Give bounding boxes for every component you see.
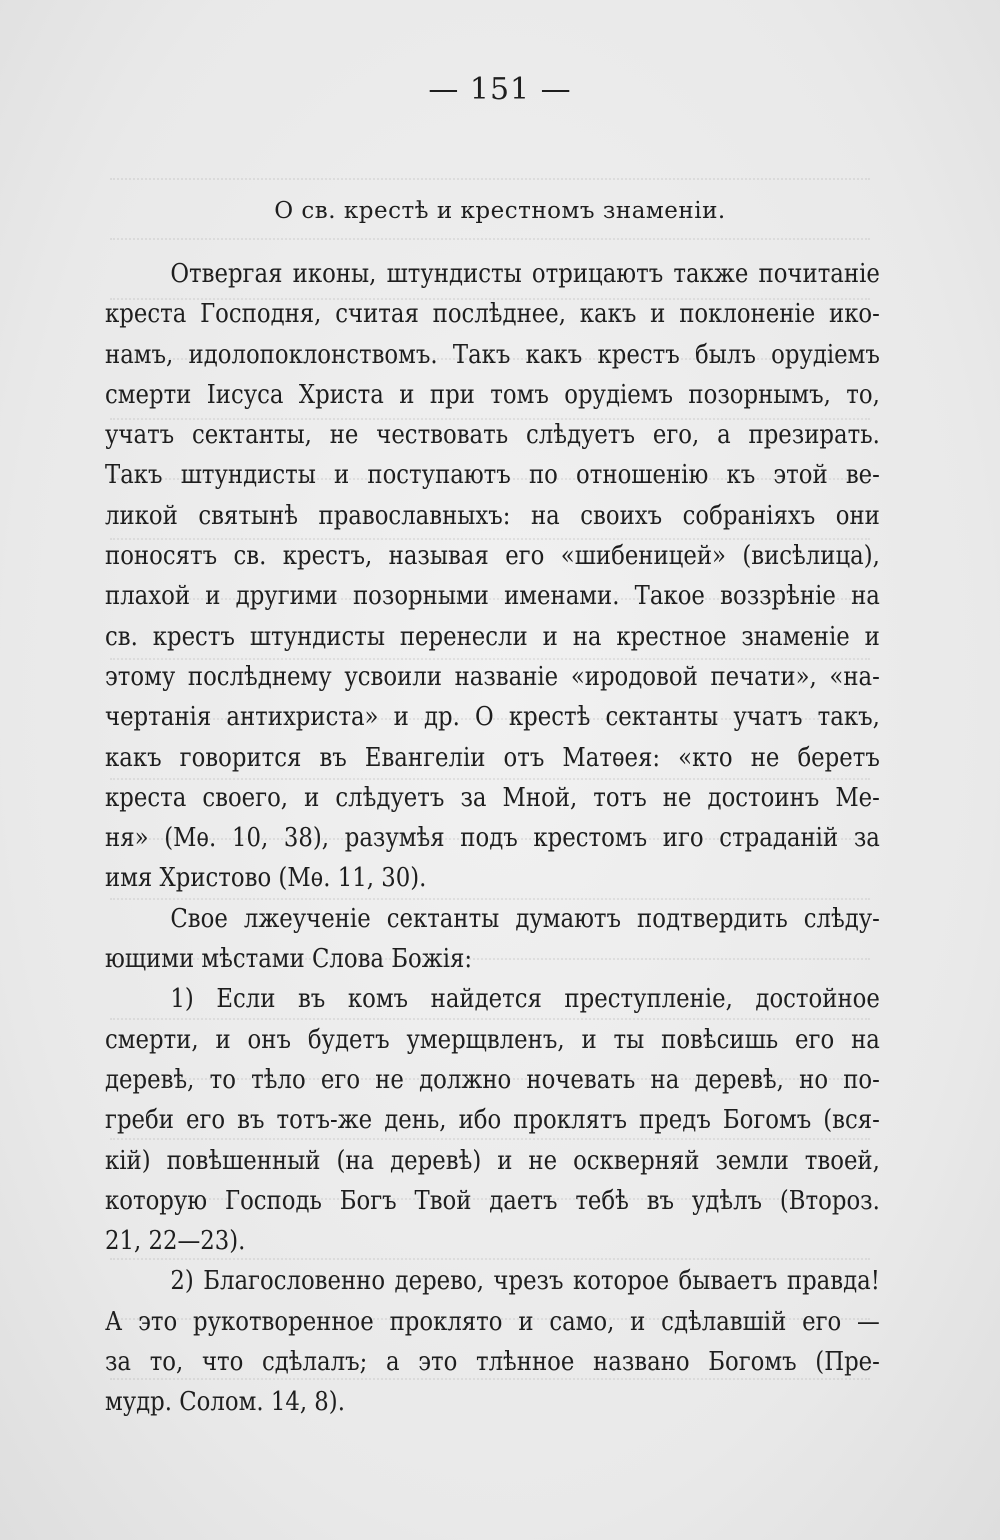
text-line: Свое лжеученіе сектанты думаютъ подтвердить слѣду- (170, 902, 880, 934)
text-line: мудр. Солом. 14, 8). (105, 1386, 345, 1418)
text-line: 21, 22—23). (105, 1225, 246, 1257)
section-title: О св. крестѣ и крестномъ знаменіи. (274, 198, 726, 224)
text-line: поносятъ св. крестъ, называя его «шибеницей» (висѣлица), (105, 540, 880, 572)
text-line: какъ говорится въ Евангеліи отъ Матѳея: «кто не беретъ (105, 741, 880, 773)
text-line: кій) повѣшенный (на деревѣ) и не оскверняй земли твоей, (105, 1144, 880, 1176)
body-text (105, 254, 880, 1423)
text-line: учатъ сектанты, не чествовать слѣдуетъ его, а презирать. (105, 419, 880, 451)
text-line: имя Христово (Мѳ. 11, 30). (105, 862, 427, 894)
text-line: которую Господь Богъ Твой даетъ тебѣ въ удѣлъ (Второз. (105, 1184, 880, 1216)
text-line: креста Господня, считая послѣднее, какъ и поклоненіе ико- (105, 298, 880, 330)
text-line: креста своего, и слѣдуетъ за Мной, тотъ не достоинъ Ме- (105, 781, 880, 813)
text-line: св. крестъ штундисты перенесли и на крестное знаменіе и (105, 620, 880, 652)
page-number: — 151 — (428, 72, 572, 107)
text-line: греби его въ тотъ-же день, ибо проклятъ предъ Богомъ (вся- (105, 1104, 880, 1136)
text-line: А это рукотворенное проклято и само, и сдѣлавшій его — (105, 1305, 880, 1337)
text-line: ющими мѣстами Слова Божія: (105, 943, 473, 975)
text-line: 1) Если въ комъ найдется преступленіе, достойное (170, 983, 880, 1015)
text-line: Отвергая иконы, штундисты отрицаютъ также почитаніе (170, 258, 880, 289)
text-line: ликой святынѣ православныхъ: на своихъ собраніяхъ они (105, 499, 880, 531)
text-line: этому послѣднему усвоили названіе «иродовой печати», «на- (105, 660, 880, 692)
text-line: плахой и другими позорными именами. Такое воззрѣніе на (105, 580, 880, 612)
text-line: деревѣ, то тѣло его не должно ночевать на деревѣ, но по- (105, 1063, 880, 1095)
text-line: ня» (Мѳ. 10, 38), разумѣя подъ крестомъ иго страданій за (105, 822, 880, 854)
text-line: 2) Благословенно дерево, чрезъ которое бываетъ правда! (170, 1265, 880, 1297)
text-line: намъ, идолопоклонствомъ. Такъ какъ крестъ былъ орудіемъ (105, 338, 880, 370)
text-line: за то, что сдѣлалъ; а это тлѣнное названо Богомъ (Пре- (105, 1346, 880, 1378)
text-line: чертанія антихриста» и др. О крестѣ сектанты учатъ такъ, (105, 701, 880, 733)
text-line: смерти, и онъ будетъ умерщвленъ, и ты повѣсишь его на (105, 1023, 880, 1055)
text-line: Такъ штундисты и поступаютъ по отношенію къ этой ве- (105, 459, 880, 491)
text-line: смерти Іисуса Христа и при томъ орудіемъ позорнымъ, то, (105, 378, 880, 410)
